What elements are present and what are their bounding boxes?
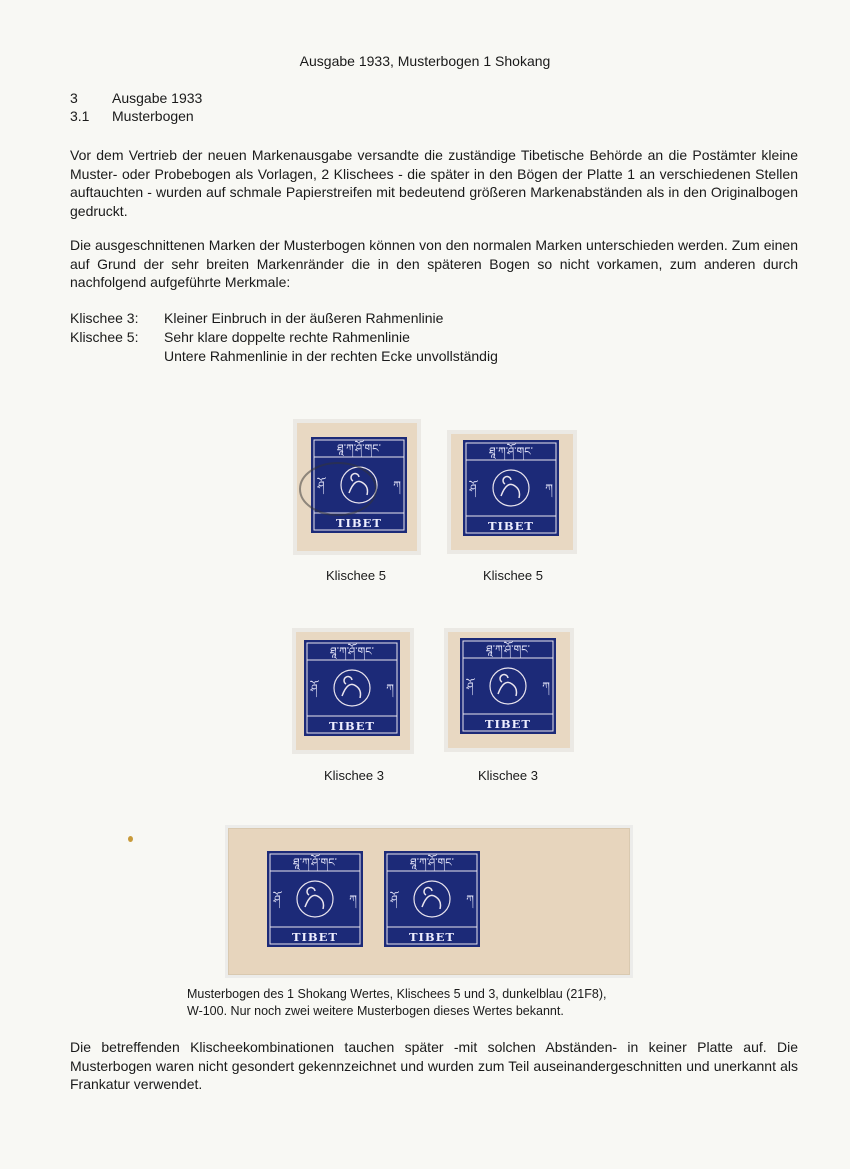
sheet-caption-line-1: Musterbogen des 1 Shokang Wertes, Klischees 5 und 3, dunkelblau (21F8), [187, 987, 607, 1001]
stamp-design [304, 640, 400, 736]
stamp-tibet-label: TIBET [292, 930, 338, 944]
stamp-tibet-label: TIBET [409, 930, 455, 944]
stamp-design [311, 437, 407, 533]
stamp-design [384, 851, 480, 947]
stamp-klischee-3-b [444, 628, 574, 757]
stamp-top-script: ཐཱ་ཀ་ཤོ་གང་ [293, 856, 337, 869]
stamp-side-script-right: ཀ [466, 893, 474, 906]
stamp-side-script-right: ཀ [349, 893, 357, 906]
stamp-side-script-left: ཤོ [466, 680, 474, 693]
stamp-side-script-left: ཤོ [390, 893, 398, 906]
page-title: Ausgabe 1933, Musterbogen 1 Shokang [299, 53, 551, 69]
section-number: 3.1 [70, 108, 90, 124]
feature-label: Klischee 5: [70, 329, 139, 345]
stamp-tibet-label: TIBET [485, 717, 531, 731]
stamp-image [444, 628, 574, 752]
paper-spot [128, 836, 133, 842]
stamp-top-script: ཐཱ་ཀ་ཤོ་གང་ [330, 645, 374, 658]
feature-klischee-3 [70, 309, 498, 328]
stamp-image [447, 430, 577, 554]
stamp-top-script: ཐཱ་ཀ་ཤོ་གང་ [486, 643, 530, 656]
stamp-image [293, 419, 421, 555]
stamp-klischee-5-b [447, 430, 577, 559]
feature-label: Klischee 3: [70, 310, 139, 326]
stamp-design [460, 638, 556, 734]
feature-text: Untere Rahmenlinie in der rechten Ecke unvollständig [164, 348, 498, 364]
feature-list [70, 309, 498, 366]
closing-paragraph: Die betreffenden Klischeekombinationen tauchen später -mit solchen Abständen- in keiner Platte auf. Die Musterbogen waren nicht gesondert gekennzeichnet und wurden zum Teil auseinandergeschnitten und unerkannt als Frankatur verwendet. [70, 1039, 798, 1092]
stamp-design [463, 440, 559, 536]
stamp-image [292, 628, 414, 754]
section-label: Musterbogen [112, 108, 194, 124]
feature-text: Kleiner Einbruch in der äußeren Rahmenlinie [164, 310, 444, 326]
caption-stamp-4: Klischee 3 [478, 768, 538, 783]
stamp-design [267, 851, 363, 947]
feature-klischee-5-extra [70, 347, 498, 366]
section-label: Ausgabe 1933 [112, 90, 203, 106]
stamp-klischee-5-a [293, 419, 421, 560]
section-number: 3 [70, 90, 78, 106]
stamp-klischee-3-a [292, 628, 414, 759]
caption-stamp-2: Klischee 5 [483, 568, 543, 583]
stamp-tibet-label: TIBET [336, 516, 382, 530]
stamp-side-script-right: ཀ [386, 682, 394, 695]
feature-klischee-5 [70, 328, 498, 347]
stamp-side-script-left: ཤོ [273, 893, 281, 906]
stamp-top-script: ཐཱ་ཀ་ཤོ་གང་ [410, 856, 454, 869]
stamp-side-script-right: ཀ [542, 680, 550, 693]
section-heading-3 [70, 89, 202, 107]
distinguish-paragraph: Die ausgeschnittenen Marken der Musterbogen können von den normalen Marken unterschieden werden. Zum einen auf Grund der sehr breiten Markenränder die in den späteren Bogen so nicht vorkamen, zum anderen durch nachfolgend aufgeführte Merkmale: [70, 237, 798, 290]
caption-stamp-1: Klischee 5 [326, 568, 386, 583]
sheet-caption-line-2: W-100. Nur noch zwei weitere Musterbogen dieses Wertes bekannt. [187, 1004, 564, 1018]
stamp-side-script-right: ཀ [545, 482, 553, 495]
stamp-tibet-label: TIBET [488, 519, 534, 533]
stamp-side-script-left: ཤོ [310, 682, 318, 695]
stamp-side-script-left: ཤོ [469, 482, 477, 495]
stamp-side-script-left: ཤོ [317, 479, 325, 492]
strip-image [229, 829, 629, 974]
stamp-tibet-label: TIBET [329, 719, 375, 733]
stamp-side-script-right: ཀ [393, 479, 401, 492]
stamp-top-script: ཐཱ་ཀ་ཤོ་གང་ [489, 445, 533, 458]
caption-stamp-3: Klischee 3 [324, 768, 384, 783]
feature-text: Sehr klare doppelte rechte Rahmenlinie [164, 329, 410, 345]
section-heading-3-1 [70, 107, 194, 125]
intro-paragraph: Vor dem Vertrieb der neuen Markenausgabe versandte die zuständige Tibetische Behörde an die Postämter kleine Muster- oder Probebogen als Vorlagen, 2 Klischees - die später in den Bögen der Platte 1 an verschiedenen Stellen auftauchten - wurden auf schmale Papierstreifen mit bedeutend größeren Markenabständen als in den Originalbogen gedruckt. [70, 147, 798, 219]
musterbogen-strip [228, 828, 630, 975]
sheet-caption [187, 986, 687, 1020]
stamp-top-script: ཐཱ་ཀ་ཤོ་གང་ [337, 442, 381, 455]
